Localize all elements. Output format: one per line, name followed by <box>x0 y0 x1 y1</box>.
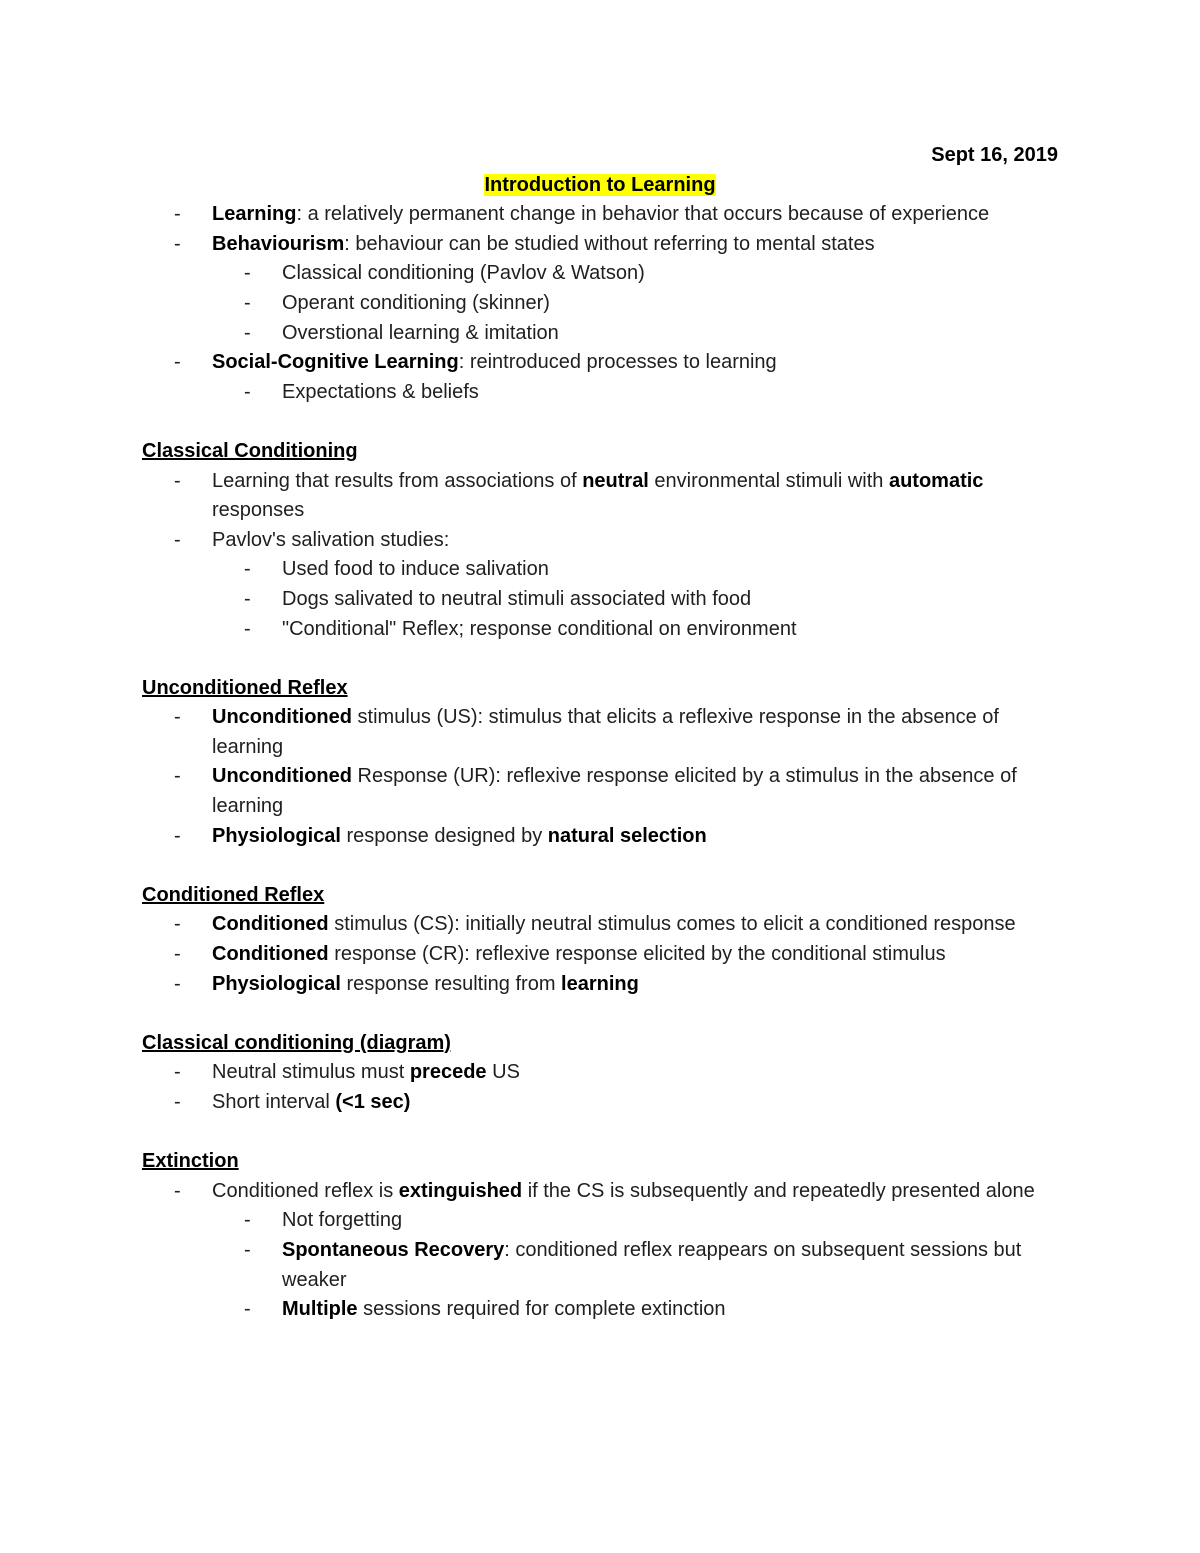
text-segment: stimulus (US): stimulus that elicits a reflexive response in the absence of learning <box>212 706 999 758</box>
text-segment: Dogs salivated to neutral stimuli associated with food <box>282 587 752 610</box>
list-item <box>142 703 1058 762</box>
text-segment: Short interval <box>212 1091 336 1113</box>
text-segment: Response (UR): reflexive response elicited by a stimulus in the absence of learning <box>212 765 1017 818</box>
sub-list-item <box>142 585 1058 615</box>
bullet-dash: - <box>174 1179 181 1202</box>
text-segment: stimulus (CS): initially neutral stimulus comes to elicit a conditioned response <box>328 913 1016 936</box>
bullet-dash: - <box>174 232 181 255</box>
sub-list-item <box>142 615 1058 645</box>
section-list <box>142 822 1058 852</box>
section-heading-conditioned-reflex: Conditioned Reflex <box>142 883 325 906</box>
section-spacer <box>142 407 1058 437</box>
bullet-dash: - <box>174 203 181 226</box>
bullet-dash: - <box>174 972 181 995</box>
section-list <box>142 910 1058 940</box>
bullet-dash: - <box>244 1209 251 1232</box>
list-item <box>142 940 1058 970</box>
bullet-dash: - <box>174 1091 181 1113</box>
text-segment: US <box>486 1061 520 1084</box>
section-sublist <box>142 1206 1058 1324</box>
text-segment: sessions required for complete extinction <box>357 1298 726 1321</box>
bold-term: extinguished <box>398 1179 523 1202</box>
bold-term: learning <box>561 972 639 995</box>
list-item <box>142 1058 1058 1088</box>
document-content <box>142 141 1058 1325</box>
sub-list-item <box>142 555 1058 585</box>
section-list <box>142 940 1058 970</box>
section-sublist <box>142 555 1058 644</box>
list-item <box>142 910 1058 940</box>
note-date: Sept 16, 2019 <box>931 144 1058 166</box>
bullet-dash: - <box>244 587 251 610</box>
bullet-dash: - <box>174 824 181 847</box>
bold-term: Spontaneous Recovery <box>282 1238 505 1261</box>
bold-term: Physiological <box>212 824 341 847</box>
section-list <box>142 970 1058 1000</box>
section-heading-unconditioned-reflex: Unconditioned Reflex <box>142 676 348 699</box>
sub-list-item <box>142 1295 1058 1325</box>
list-item <box>142 526 1058 556</box>
bullet-dash: - <box>174 528 181 551</box>
list-item <box>142 970 1058 1000</box>
text-segment: Learning that results from associations of <box>212 469 583 492</box>
list-item <box>142 467 1058 526</box>
bullet-dash: - <box>174 1061 181 1084</box>
term: Social-Cognitive Learning <box>212 351 459 374</box>
sub-list-item: - Operant conditioning (skinner) <box>142 289 1058 319</box>
text-segment: environmental stimuli with <box>648 469 889 492</box>
text-segment: response (CR): reflexive response elicited by the conditional stimulus <box>328 943 946 966</box>
sub-list-item: - Expectations & beliefs <box>142 378 1058 408</box>
bold-term: precede <box>409 1061 487 1084</box>
list-item <box>142 1177 1058 1207</box>
intro-list <box>142 200 1058 259</box>
term: Behaviourism <box>212 232 345 255</box>
bold-term: neutral <box>582 469 649 492</box>
list-item <box>142 348 1058 378</box>
bullet-dash: - <box>244 291 251 314</box>
list-item <box>142 822 1058 852</box>
section-heading-extinction: Extinction <box>142 1150 239 1173</box>
bullet-dash: - <box>174 706 181 729</box>
section-list <box>142 526 1058 556</box>
highlighted-title: Introduction to Learning <box>484 173 716 196</box>
section-spacer <box>142 644 1058 674</box>
text-segment: Not forgetting <box>282 1209 403 1232</box>
text-segment: Pavlov's salivation studies: <box>212 528 450 551</box>
list-item <box>142 200 1058 230</box>
definition: : reintroduced processes to learning <box>458 351 777 374</box>
term: Learning <box>212 203 297 226</box>
definition: : behaviour can be studied without referring to mental states <box>344 232 875 255</box>
section-heading-classical-conditioning: Classical Conditioning <box>142 439 358 462</box>
note-sections <box>142 407 1058 1324</box>
social-cognitive-sublist <box>142 378 1058 408</box>
bold-term: automatic <box>888 469 984 492</box>
bullet-dash: - <box>174 913 181 936</box>
section-list <box>142 1177 1058 1207</box>
section-list <box>142 467 1058 526</box>
section-list <box>142 1088 1058 1118</box>
text-segment: Conditioned reflex is <box>212 1179 399 1202</box>
definition: : a relatively permanent change in behavior that occurs because of experience <box>296 203 990 226</box>
bullet-dash: - <box>174 469 181 492</box>
bullet-dash: - <box>244 558 251 581</box>
list-item <box>142 230 1058 260</box>
bold-term: Physiological <box>212 972 341 995</box>
bold-term: (<1 sec) <box>335 1091 411 1113</box>
bullet-dash: - <box>174 943 181 966</box>
text-segment: responses <box>212 499 305 522</box>
section-spacer <box>142 851 1058 881</box>
bullet-dash: - <box>244 262 251 285</box>
sub-list-item: - Classical conditioning (Pavlov & Watson) <box>142 259 1058 289</box>
section-spacer <box>142 999 1058 1029</box>
note-title <box>142 171 1058 201</box>
bullet-dash: - <box>244 617 251 640</box>
bullet-dash: - <box>174 351 181 374</box>
section-heading-classical-conditioning-diagram: Classical conditioning (diagram) <box>142 1031 451 1054</box>
text-segment: response resulting from <box>340 972 562 995</box>
list-item <box>142 762 1058 821</box>
bullet-dash: - <box>244 1238 251 1261</box>
text-segment: "Conditional" Reflex; response conditional on environment <box>282 617 797 640</box>
section-list <box>142 1058 1058 1088</box>
intro-list-cont <box>142 348 1058 378</box>
section-list <box>142 762 1058 821</box>
bullet-dash: - <box>174 765 181 788</box>
text-segment: Neutral stimulus must <box>212 1061 410 1084</box>
bold-term: Conditioned <box>212 913 329 936</box>
sub-list-item: - Overstional learning & imitation <box>142 319 1058 349</box>
bold-term: Multiple <box>282 1298 358 1321</box>
bullet-dash: - <box>244 380 251 403</box>
list-item <box>142 1088 1058 1118</box>
sub-list-item <box>142 1236 1058 1295</box>
sub-list-item <box>142 1206 1058 1236</box>
text-segment: response designed by <box>340 824 548 847</box>
section-spacer <box>142 1118 1058 1148</box>
section-list <box>142 703 1058 762</box>
bold-term: Conditioned <box>212 943 329 966</box>
text-segment: : conditioned reflex reappears on subsequent sessions but weaker <box>282 1238 1022 1291</box>
bold-term: natural selection <box>547 824 707 847</box>
bullet-dash: - <box>244 321 251 344</box>
bold-term: Unconditioned <box>212 765 352 788</box>
text-segment: Used food to induce salivation <box>282 558 549 581</box>
text-segment: if the CS is subsequently and repeatedly presented alone <box>522 1179 1035 1202</box>
bold-term: Unconditioned <box>212 706 352 729</box>
behaviourism-sublist <box>142 259 1058 348</box>
bullet-dash: - <box>244 1298 251 1321</box>
